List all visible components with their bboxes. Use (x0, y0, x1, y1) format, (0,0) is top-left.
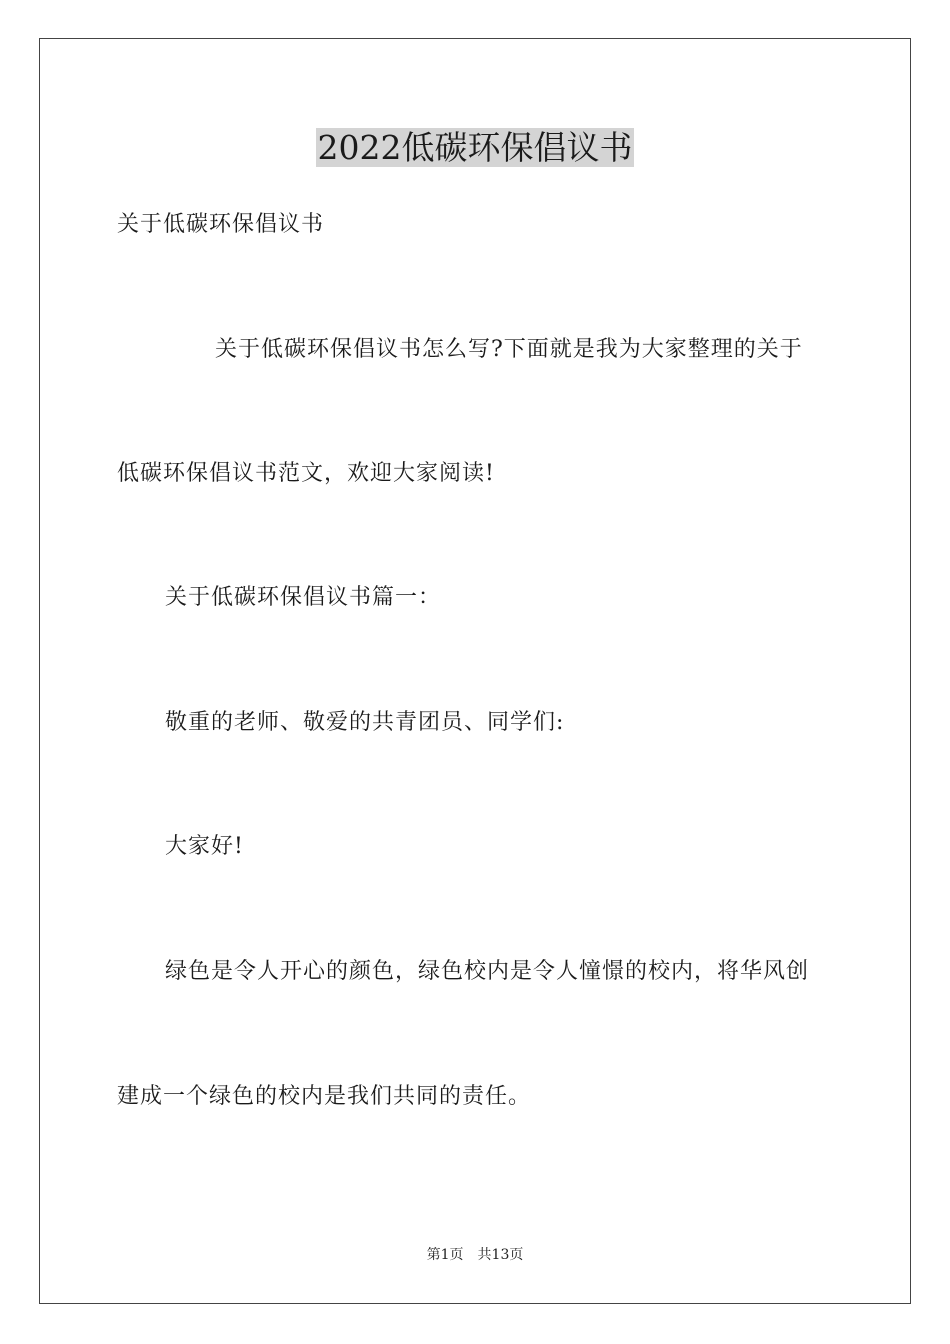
subtitle-line: 关于低碳环保倡议书 (117, 212, 325, 237)
section-heading: 关于低碳环保倡议书篇一： (165, 585, 442, 610)
page-footer (0, 1245, 950, 1265)
page-total: 共13页 (477, 1247, 524, 1263)
document-title (0, 126, 950, 170)
greeting-line: 大家好! (165, 834, 244, 859)
page-number: 第1页 (426, 1247, 464, 1263)
salutation-line: 敬重的老师、敬爱的共青团员、同学们: (165, 710, 565, 735)
paragraph-line: 绿色是令人开心的颜色，绿色校内是令人憧憬的校内，将华风创 (165, 959, 810, 984)
document-title-text: 2022低碳环保倡议书 (317, 128, 633, 167)
paragraph-line: 低碳环保倡议书范文，欢迎大家阅读! (117, 461, 495, 486)
paragraph-line: 建成一个绿色的校内是我们共同的责任。 (117, 1084, 532, 1109)
paragraph-line: 关于低碳环保倡议书怎么写?下面就是我为大家整理的关于 (215, 337, 803, 362)
